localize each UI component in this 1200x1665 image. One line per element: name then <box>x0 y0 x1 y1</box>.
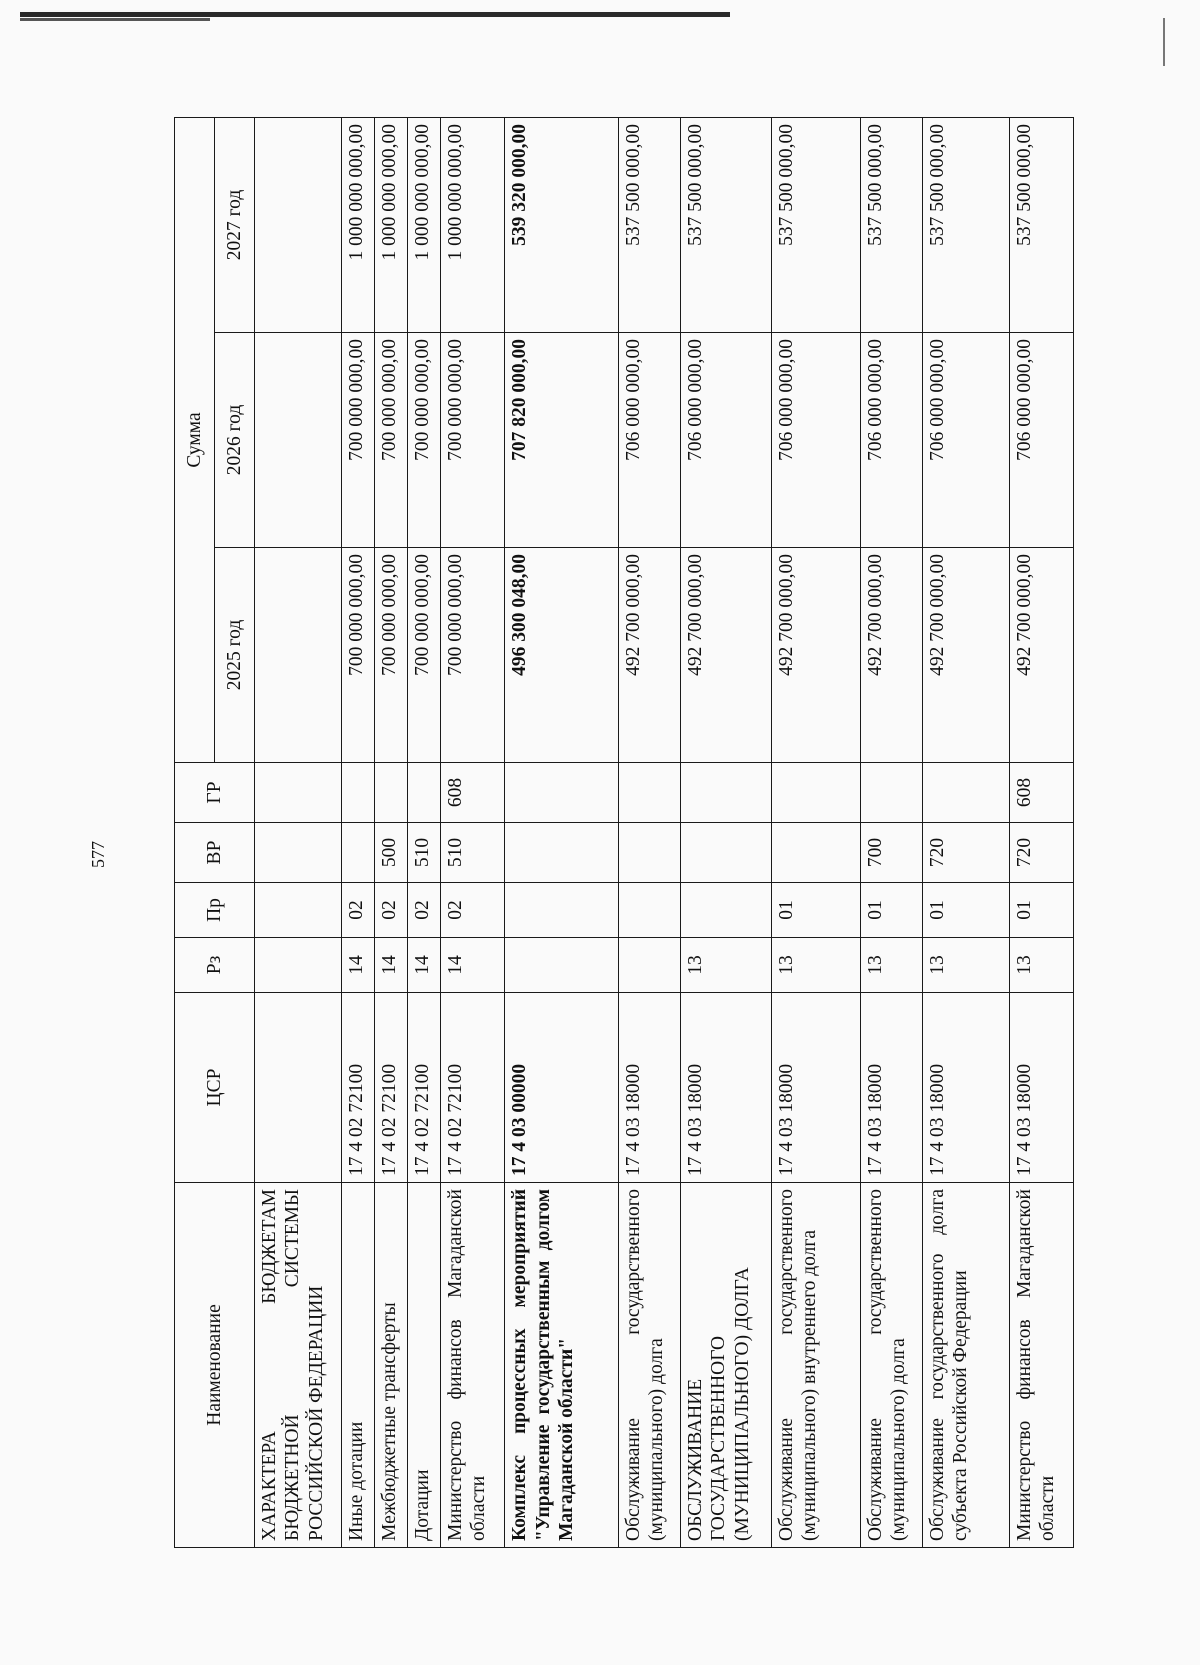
cell-csr: 17 4 03 18000 <box>680 993 771 1183</box>
scan-artifact-line <box>20 18 210 21</box>
cell-rz: 13 <box>680 938 771 993</box>
header-sum: Сумма <box>175 117 215 762</box>
cell-rz: 14 <box>341 938 374 993</box>
cell-name: Иные дотации <box>341 1183 374 1548</box>
cell-csr: 17 4 03 18000 <box>618 993 680 1183</box>
cell-csr: 17 4 03 00000 <box>505 993 619 1183</box>
cell-2025: 700 000 000,00 <box>341 548 374 763</box>
cell-rz <box>618 938 680 993</box>
cell-2027: 537 500 000,00 <box>1009 117 1073 332</box>
cell-rz: 13 <box>922 938 1009 993</box>
cell-gr: 608 <box>441 763 505 823</box>
cell-vr: 700 <box>860 823 922 883</box>
cell-2027: 537 500 000,00 <box>922 117 1009 332</box>
cell-2026: 706 000 000,00 <box>860 333 922 548</box>
cell-name: Обслуживание государственного долга субъекта Российской Федерации <box>922 1183 1009 1548</box>
cell-rz: 14 <box>441 938 505 993</box>
cell-pr: 01 <box>860 883 922 938</box>
cell-pr: 01 <box>1009 883 1073 938</box>
rotated-table-container <box>174 118 1074 1548</box>
cell-csr: 17 4 02 72100 <box>441 993 505 1183</box>
cell-vr: 510 <box>441 823 505 883</box>
cell-pr: 01 <box>922 883 1009 938</box>
cell-vr <box>255 823 342 883</box>
cell-rz: 13 <box>771 938 860 993</box>
cell-gr <box>860 763 922 823</box>
cell-2026: 707 820 000,00 <box>505 333 619 548</box>
cell-2025: 700 000 000,00 <box>441 548 505 763</box>
cell-name: Комплекс процессных мероприятий "Управление государственным долгом Магаданской области" <box>505 1183 619 1548</box>
cell-vr <box>341 823 374 883</box>
budget-table <box>174 117 1074 1548</box>
header-2025: 2025 год <box>215 548 255 763</box>
cell-2025: 492 700 000,00 <box>771 548 860 763</box>
cell-pr: 01 <box>771 883 860 938</box>
cell-pr: 02 <box>374 883 407 938</box>
cell-2026: 700 000 000,00 <box>341 333 374 548</box>
cell-2027: 537 500 000,00 <box>618 117 680 332</box>
cell-csr: 17 4 02 72100 <box>374 993 407 1183</box>
cell-csr: 17 4 03 18000 <box>1009 993 1073 1183</box>
cell-2026: 706 000 000,00 <box>771 333 860 548</box>
header-rz: Рз <box>175 938 255 993</box>
cell-2027: 539 320 000,00 <box>505 117 619 332</box>
cell-gr <box>618 763 680 823</box>
cell-2025: 492 700 000,00 <box>922 548 1009 763</box>
cell-csr: 17 4 02 72100 <box>341 993 374 1183</box>
header-vr: ВР <box>175 823 255 883</box>
cell-name: ОБСЛУЖИВАНИЕ ГОСУДАРСТВЕННОГО (МУНИЦИПАЛЬНОГО) ДОЛГА <box>680 1183 771 1548</box>
cell-name: Обслуживание государственного (муниципального) долга <box>618 1183 680 1548</box>
cell-vr <box>771 823 860 883</box>
scan-edge-mark <box>1163 18 1165 66</box>
cell-pr: 02 <box>341 883 374 938</box>
cell-2027: 1 000 000 000,00 <box>408 117 441 332</box>
cell-2025: 700 000 000,00 <box>374 548 407 763</box>
cell-gr <box>922 763 1009 823</box>
cell-2026: 706 000 000,00 <box>618 333 680 548</box>
cell-csr: 17 4 03 18000 <box>922 993 1009 1183</box>
cell-gr <box>255 763 342 823</box>
cell-vr <box>680 823 771 883</box>
cell-2025 <box>255 548 342 763</box>
cell-rz: 14 <box>408 938 441 993</box>
header-2026: 2026 год <box>215 333 255 548</box>
header-2027: 2027 год <box>215 117 255 332</box>
cell-2027: 1 000 000 000,00 <box>441 117 505 332</box>
cell-name: Министерство финансов Магаданской области <box>1009 1183 1073 1548</box>
cell-vr <box>618 823 680 883</box>
cell-2027: 1 000 000 000,00 <box>374 117 407 332</box>
cell-2026: 700 000 000,00 <box>374 333 407 548</box>
cell-2026: 706 000 000,00 <box>680 333 771 548</box>
cell-2027 <box>255 117 342 332</box>
header-gr: ГР <box>175 763 255 823</box>
cell-2026: 700 000 000,00 <box>441 333 505 548</box>
cell-2027: 537 500 000,00 <box>680 117 771 332</box>
page-number: 577 <box>88 841 108 868</box>
cell-gr <box>374 763 407 823</box>
header-name: Наименование <box>175 1183 255 1548</box>
cell-name: Межбюджетные трансферты <box>374 1183 407 1548</box>
cell-rz <box>505 938 619 993</box>
cell-gr <box>680 763 771 823</box>
cell-vr: 510 <box>408 823 441 883</box>
cell-pr: 02 <box>441 883 505 938</box>
cell-name: Обслуживание государственного (муниципального) долга <box>860 1183 922 1548</box>
cell-2026: 706 000 000,00 <box>1009 333 1073 548</box>
cell-2025: 492 700 000,00 <box>1009 548 1073 763</box>
cell-2025: 492 700 000,00 <box>860 548 922 763</box>
cell-2025: 492 700 000,00 <box>680 548 771 763</box>
cell-csr: 17 4 02 72100 <box>408 993 441 1183</box>
cell-gr: 608 <box>1009 763 1073 823</box>
cell-gr <box>408 763 441 823</box>
cell-2026 <box>255 333 342 548</box>
cell-2027: 537 500 000,00 <box>860 117 922 332</box>
cell-vr: 500 <box>374 823 407 883</box>
header-pr: Пр <box>175 883 255 938</box>
cell-gr <box>505 763 619 823</box>
cell-name: Обслуживание государственного (муниципального) внутреннего долга <box>771 1183 860 1548</box>
cell-name: Министерство финансов Магаданской области <box>441 1183 505 1548</box>
cell-csr: 17 4 03 18000 <box>771 993 860 1183</box>
cell-name: ХАРАКТЕРА БЮДЖЕТАМ БЮДЖЕТНОЙ СИСТЕМЫ РОССИЙСКОЙ ФЕДЕРАЦИИ <box>255 1183 342 1548</box>
cell-rz <box>255 938 342 993</box>
cell-gr <box>771 763 860 823</box>
cell-rz: 13 <box>860 938 922 993</box>
cell-2027: 1 000 000 000,00 <box>341 117 374 332</box>
cell-pr <box>680 883 771 938</box>
cell-vr: 720 <box>1009 823 1073 883</box>
cell-2026: 706 000 000,00 <box>922 333 1009 548</box>
header-csr: ЦСР <box>175 993 255 1183</box>
cell-2025: 496 300 048,00 <box>505 548 619 763</box>
cell-vr: 720 <box>922 823 1009 883</box>
cell-2026: 700 000 000,00 <box>408 333 441 548</box>
cell-rz: 14 <box>374 938 407 993</box>
cell-name: Дотации <box>408 1183 441 1548</box>
cell-csr: 17 4 03 18000 <box>860 993 922 1183</box>
cell-2027: 537 500 000,00 <box>771 117 860 332</box>
cell-rz: 13 <box>1009 938 1073 993</box>
cell-pr <box>255 883 342 938</box>
cell-pr <box>618 883 680 938</box>
scan-artifact-line <box>20 12 730 17</box>
cell-pr <box>505 883 619 938</box>
cell-2025: 700 000 000,00 <box>408 548 441 763</box>
cell-pr: 02 <box>408 883 441 938</box>
cell-vr <box>505 823 619 883</box>
cell-gr <box>341 763 374 823</box>
cell-2025: 492 700 000,00 <box>618 548 680 763</box>
cell-csr <box>255 993 342 1183</box>
